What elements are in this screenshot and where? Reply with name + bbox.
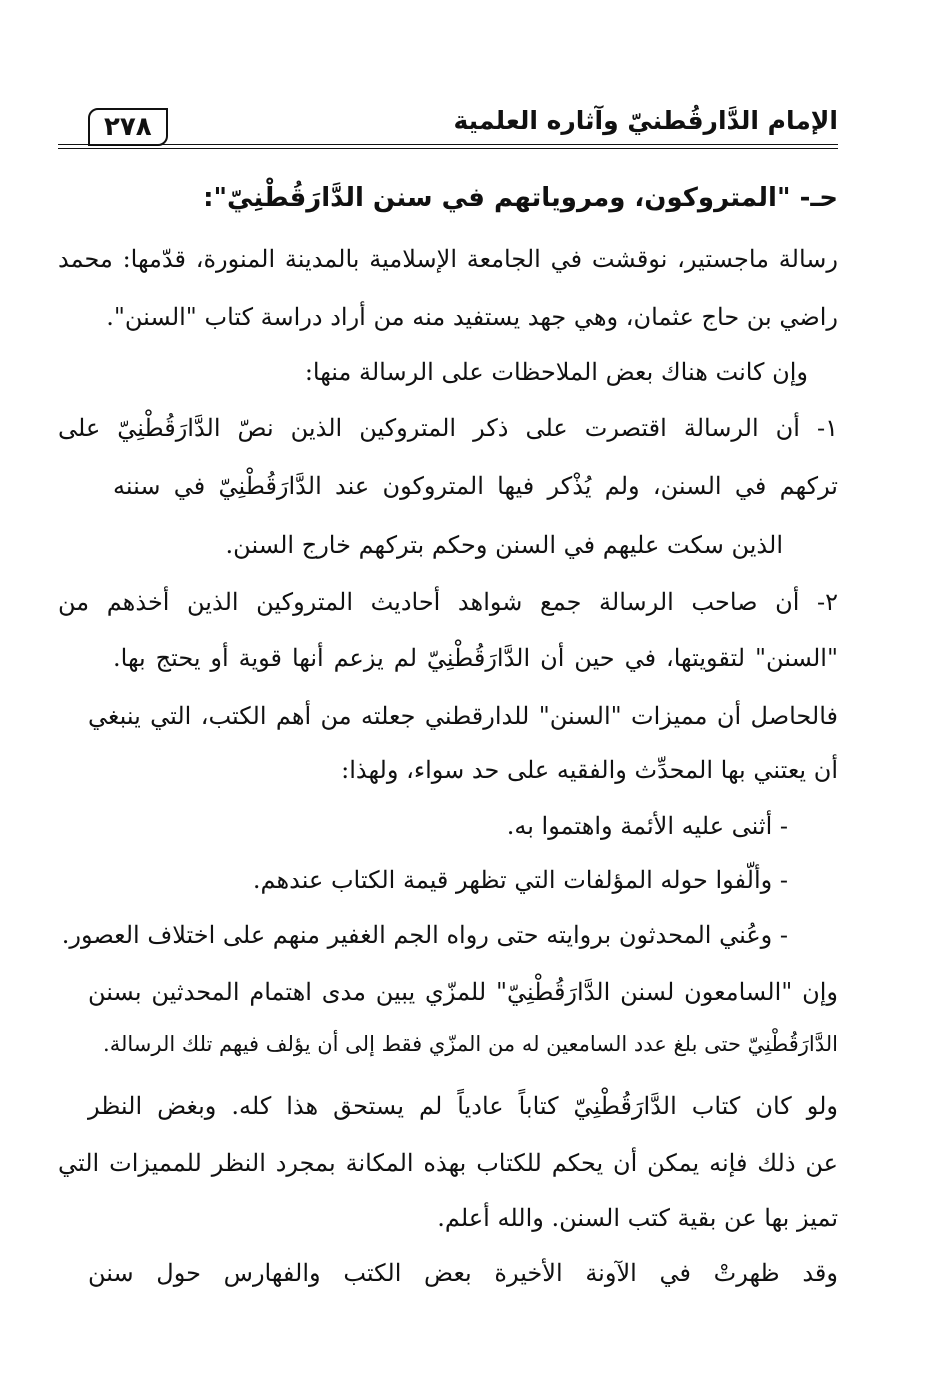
page-header <box>58 100 838 148</box>
text-line: وقد ظهرتْ في الآونة الأخيرة بعض الكتب والفهارس حول سنن <box>88 1259 838 1287</box>
bullet-line: - وألّفوا حوله المؤلفات التي تظهر قيمة الكتاب عندهم. <box>252 866 788 894</box>
header-rule-double <box>58 148 838 149</box>
text-line: وإن كانت هناك بعض الملاحظات على الرسالة منها: <box>304 358 808 386</box>
text-line: راضي بن حاج عثمان، وهي جهد يستفيد منه من أراد دراسة كتاب "السنن". <box>106 303 838 331</box>
section-heading: حـ- "المتروكون، ومروياتهم في سنن الدَّارَقُطْنِيّ": <box>203 183 838 213</box>
running-title: الإمام الدَّارقُطنيّ وآثاره العلمية <box>453 106 838 135</box>
list-item-line: ٢- أن صاحب الرسالة جمع شواهد أحاديث المتروكين الذين أخذهم من <box>58 588 838 616</box>
text-line: ولو كان كتاب الدَّارَقُطْنِيّ كتاباً عادياً لم يستحق هذا كله. وبغض النظر <box>88 1092 839 1120</box>
list-item-line: ١- أن الرسالة اقتصرت على ذكر المتروكين الذين نصّ الدَّارَقُطْنِيّ على <box>58 414 838 442</box>
text-line: وإن "السامعون لسنن الدَّارَقُطْنِيّ" للمزّي يبين مدى اهتمام المحدثين بسنن <box>88 978 838 1006</box>
list-item-line: الذين سكت عليهم في السنن وحكم بتركهم خارج السنن. <box>225 531 783 559</box>
text-line: أن يعتني بها المحدِّث والفقيه على حد سواء، ولهذا: <box>341 756 838 784</box>
text-line: رسالة ماجستير، نوقشت في الجامعة الإسلامية بالمدينة المنورة، قدّمها: محمد <box>58 245 838 273</box>
list-item-line: تركهم في السنن، ولم يُذْكر فيها المتروكون عند الدَّارَقُطْنِيّ في سننه <box>113 472 838 500</box>
header-rule <box>58 144 838 145</box>
text-line: عن ذلك فإنه يمكن أن يحكم للكتاب بهذه المكانة بمجرد النظر للمميزات التي <box>58 1149 838 1177</box>
bullet-line: - وعُني المحدثون بروايته حتى رواه الجم الغفير منهم على اختلاف العصور. <box>61 921 788 949</box>
text-line: تميز بها عن بقية كتب السنن. والله أعلم. <box>437 1204 838 1232</box>
list-item-line: "السنن" لتقويتها، في حين أن الدَّارَقُطْنِيّ لم يزعم أنها قوية أو يحتج بها. <box>113 644 838 672</box>
bullet-line: - أثنى عليه الأئمة واهتموا به. <box>506 812 788 840</box>
text-line: الدَّارَقُطْنِيّ حتى بلغ عدد السامعين له من المزّي فقط إلى أن يؤلف فيهم تلك الرسالة. <box>103 1032 838 1056</box>
text-line: فالحاصل أن مميزات "السنن" للدارقطني جعلته من أهم الكتب، التي ينبغي <box>88 702 838 730</box>
page-number: ٢٧٨ <box>88 108 168 146</box>
